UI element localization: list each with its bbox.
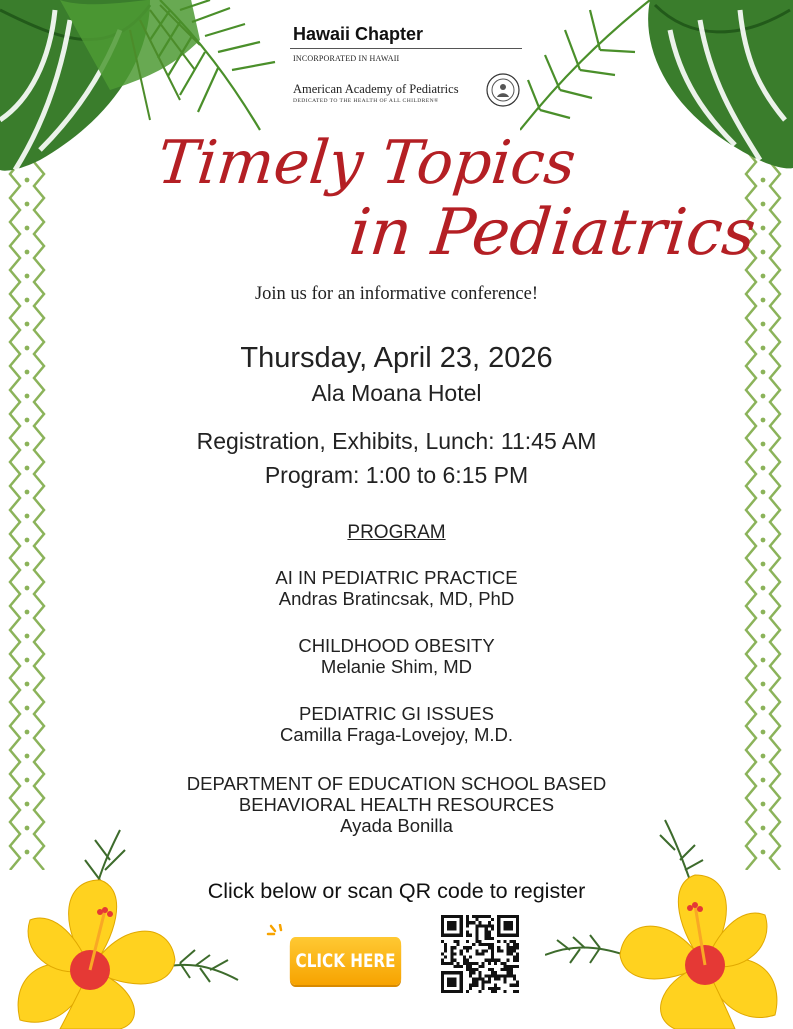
topic-title: CHILDHOOD OBESITY (298, 635, 495, 656)
click-here-button[interactable]: CLICK HERE (290, 937, 401, 985)
hibiscus-flower-icon (0, 820, 240, 1029)
sparkle-icon (264, 924, 290, 944)
palm-leaf-icon (150, 0, 290, 135)
program-heading: PROGRAM (347, 522, 446, 543)
topic-title: AI IN PEDIATRIC PRACTICE (275, 567, 518, 588)
hibiscus-flower-icon (545, 815, 793, 1029)
header-divider (290, 48, 522, 49)
seal-icon (486, 73, 520, 107)
registration-time: Registration, Exhibits, Lunch: 11:45 AM (196, 428, 597, 454)
topic-speaker: Andras Bratincsak, MD, PhD (278, 588, 515, 609)
incorporated-text: INCORPORATED IN HAWAII (293, 54, 400, 63)
program-time: Program: 1:00 to 6:15 PM (264, 462, 529, 488)
qr-code-icon[interactable] (441, 915, 519, 993)
topic-title: BEHAVIORAL HEALTH RESOURCES (238, 794, 555, 815)
left-zigzag-border (6, 150, 48, 870)
register-instructions: Click below or scan QR code to register (207, 879, 586, 903)
program-topic (0, 635, 793, 677)
organization-name: American Academy of Pediatrics (293, 82, 459, 96)
program-topic (0, 567, 793, 609)
title-line-2: in Pediatrics (346, 196, 760, 270)
program-topic (0, 703, 793, 745)
intro-text: Join us for an informative conference! (254, 284, 539, 304)
organization-tagline: DEDICATED TO THE HEALTH OF ALL CHILDREN® (293, 98, 439, 104)
chapter-name: Hawaii Chapter (293, 24, 424, 44)
topic-speaker: Ayada Bonilla (340, 815, 453, 836)
topic-title: DEPARTMENT OF EDUCATION SCHOOL BASED (186, 773, 607, 794)
event-date: Thursday, April 23, 2026 (240, 342, 553, 374)
topic-speaker: Camilla Fraga-Lovejoy, M.D. (279, 724, 514, 745)
title-line-1: Timely Topics (154, 128, 579, 198)
event-venue: Ala Moana Hotel (311, 380, 482, 406)
topic-speaker: Melanie Shim, MD (320, 656, 473, 677)
topic-title: PEDIATRIC GI ISSUES (299, 703, 494, 724)
